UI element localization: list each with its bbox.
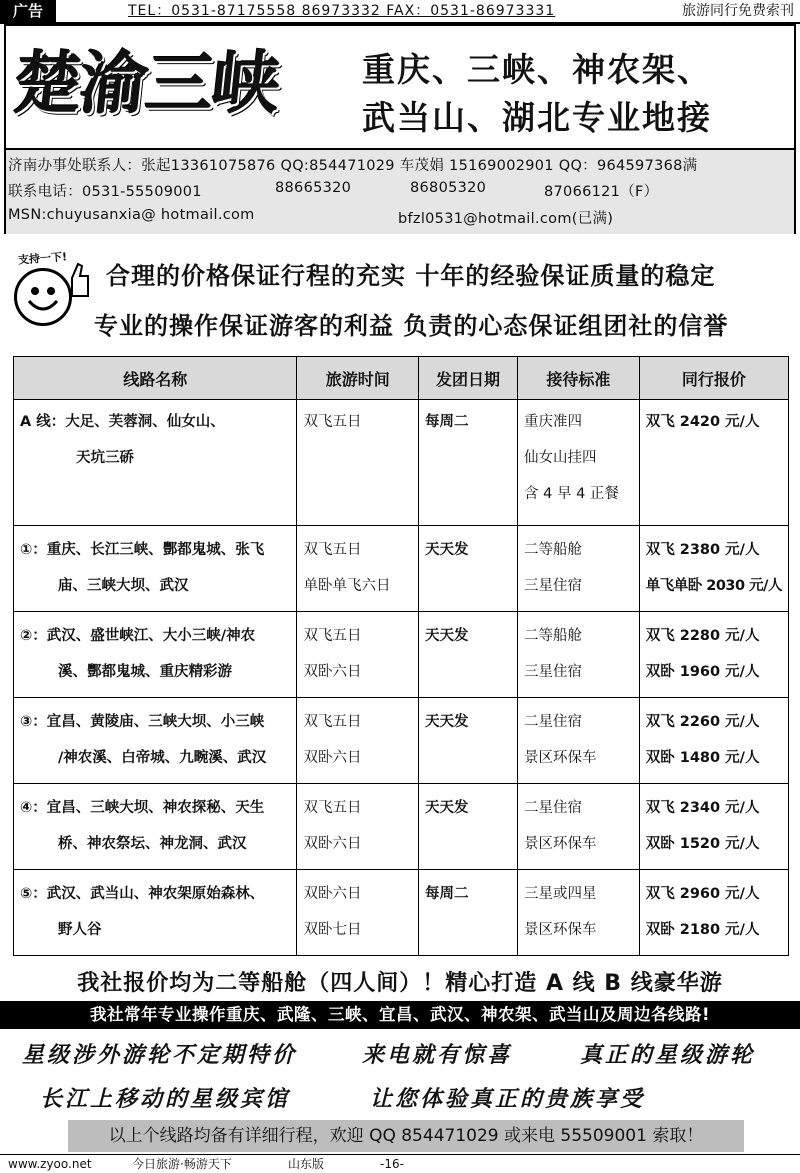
route-name-line-2: 野人谷 — [58, 922, 102, 938]
promo-line-1: 合理的价格保证行程的充实 十年的经验保证质量的稳定 — [106, 262, 716, 290]
contact-phone-1: 联系电话：0531-55509001 — [8, 184, 202, 200]
route-name-line-1: ①：重庆、长江三峡、酆都鬼城、张飞 — [20, 542, 265, 558]
standard-1: 二星住宿 — [524, 714, 583, 730]
slogan-line-2: 武当山、湖北专业地接 — [362, 98, 712, 137]
header-duration: 旅游时间 — [297, 357, 419, 400]
standard-2: 三星住宿 — [524, 664, 583, 680]
ad-label: 广告 — [0, 0, 56, 22]
table-row — [14, 784, 789, 870]
standard-2: 景区环保车 — [524, 750, 597, 766]
price-1: 双飞 2420 元/人 — [645, 414, 760, 430]
table-header-row — [14, 357, 789, 400]
price-2: 单飞单卧 2030 元/人 — [645, 578, 782, 594]
price-1: 双飞 2280 元/人 — [645, 628, 760, 644]
route-name-line-1: A 线：大足、芙蓉洞、仙女山、 — [20, 414, 225, 430]
standard-3: 含 4 早 4 正餐 — [524, 486, 619, 502]
price-2: 双卧 1480 元/人 — [645, 750, 760, 766]
contact-fax: 87066121（F） — [544, 184, 659, 200]
duration-1: 双卧六日 — [303, 886, 362, 902]
footer-tagline: 今日旅游·畅游天下 — [132, 1157, 232, 1171]
route-name-line-2: /神农溪、白帝城、九畹溪、武汉 — [58, 750, 267, 766]
duration-1: 双飞五日 — [303, 542, 362, 558]
footer — [0, 1154, 800, 1173]
route-name-line-2: 溪、酆都鬼城、重庆精彩游 — [58, 664, 232, 680]
contact-email: bfzl0531@hotmail.com(已满) — [398, 211, 614, 227]
route-name-line-1: ②：武汉、盛世峡江、大小三峡/神农 — [20, 628, 256, 644]
price-2: 双卧 1520 元/人 — [645, 836, 760, 852]
standard-1: 二等船舱 — [524, 542, 583, 558]
standard-1: 三星或四星 — [524, 886, 597, 902]
contact-msn: MSN:chuyusanxia@ hotmail.com — [8, 207, 255, 223]
cruise-special: 星级涉外游轮不定期特价 — [22, 1042, 298, 1068]
duration-1: 双飞五日 — [303, 800, 362, 816]
price-1: 双飞 2340 元/人 — [645, 800, 760, 816]
contact-office: 济南办事处联系人：张起13361075876 QQ:854471029 车茂娟 15169002901 QQ：964597368满 — [8, 158, 698, 174]
publication-name: 旅游同行免费索刊 — [682, 3, 794, 19]
standard-1: 重庆准四 — [524, 414, 583, 430]
route-name-line-1: ④：宜昌、三峡大坝、神农探秘、天生 — [20, 800, 265, 816]
duration: 双飞五日 — [303, 414, 362, 430]
page-number: -16- — [380, 1157, 404, 1171]
route-name-line-1: ⑤：武汉、武当山、神农架原始森林、 — [20, 886, 265, 902]
routes-banner: 我社常年专业操作重庆、武隆、三峡、宜昌、武汉、神农架、武当山及周边各线路! — [0, 1001, 800, 1029]
noble-experience: 让您体验真正的贵族享受 — [370, 1086, 646, 1112]
departure: 每周二 — [424, 886, 469, 902]
duration-1: 双飞五日 — [303, 714, 362, 730]
slogan-line-1: 重庆、三峡、神农架、 — [362, 50, 712, 89]
price-1: 双飞 2380 元/人 — [645, 542, 760, 558]
departure: 天天发 — [424, 800, 469, 816]
table-row — [14, 612, 789, 698]
duration-1: 双飞五日 — [303, 628, 362, 644]
standard-2: 景区环保车 — [524, 922, 597, 938]
route-name-line-2: 庙、三峡大坝、武汉 — [58, 578, 189, 594]
contact-phone-3: 86805320 — [410, 180, 487, 196]
header-route: 线路名称 — [14, 357, 297, 400]
contact-phone-2: 88665320 — [275, 180, 352, 196]
standard-1: 二星住宿 — [524, 800, 583, 816]
footer-edition: 山东版 — [288, 1157, 325, 1171]
routes-table — [13, 356, 789, 956]
floating-hotel: 长江上移动的星级宾馆 — [40, 1086, 291, 1112]
price-2: 双卧 2180 元/人 — [645, 922, 760, 938]
logo: 楚渝三峡 — [9, 44, 283, 124]
real-star-cruise: 真正的星级游轮 — [580, 1042, 756, 1068]
footer-site: www.zyoo.net — [8, 1157, 92, 1171]
itinerary-note: 以上个线路均备有详细行程，欢迎 QQ 854471029 或来电 55509001 索取！ — [68, 1120, 744, 1152]
standard-2: 仙女山挂四 — [524, 450, 597, 466]
cabin-note: 我社报价均为二等船舱（四人间）！精心打造 A 线 B 线豪华游 — [77, 971, 723, 996]
duration-2: 单卧单飞六日 — [303, 578, 391, 594]
smiley-icon — [14, 268, 72, 326]
support-badge: 支持一下! — [17, 250, 68, 267]
duration-2: 双卧六日 — [303, 664, 362, 680]
standard-2: 景区环保车 — [524, 836, 597, 852]
table-row — [14, 698, 789, 784]
route-name-line-2: 天坑三硚 — [76, 450, 134, 466]
duration-2: 双卧七日 — [303, 922, 362, 938]
standard-2: 三星住宿 — [524, 578, 583, 594]
table-row — [14, 526, 789, 612]
price-2: 双卧 1960 元/人 — [645, 664, 760, 680]
table-row — [14, 870, 789, 956]
price-1: 双飞 2960 元/人 — [645, 886, 760, 902]
contact-line: TEL：0531-87175558 86973332 FAX：0531-86973331 — [128, 3, 556, 19]
header-price: 同行报价 — [639, 357, 788, 400]
header-departure: 发团日期 — [418, 357, 517, 400]
price-1: 双飞 2260 元/人 — [645, 714, 760, 730]
header-standard: 接待标准 — [518, 357, 640, 400]
route-name-line-2: 桥、神农祭坛、神龙洞、武汉 — [58, 836, 247, 852]
duration-2: 双卧六日 — [303, 750, 362, 766]
departure: 天天发 — [424, 628, 469, 644]
departure: 天天发 — [424, 542, 469, 558]
route-name-line-1: ③：宜昌、黄陵庙、三峡大坝、小三峡 — [20, 714, 265, 730]
duration-2: 双卧六日 — [303, 836, 362, 852]
call-surprise: 来电就有惊喜 — [362, 1042, 513, 1068]
standard-1: 二等船舱 — [524, 628, 583, 644]
thumbs-up-icon — [66, 262, 90, 298]
departure: 天天发 — [424, 714, 469, 730]
table-row — [14, 400, 789, 526]
promo-line-2: 专业的操作保证游客的利益 负责的心态保证组团社的信誉 — [94, 312, 729, 340]
departure: 每周二 — [424, 414, 469, 430]
